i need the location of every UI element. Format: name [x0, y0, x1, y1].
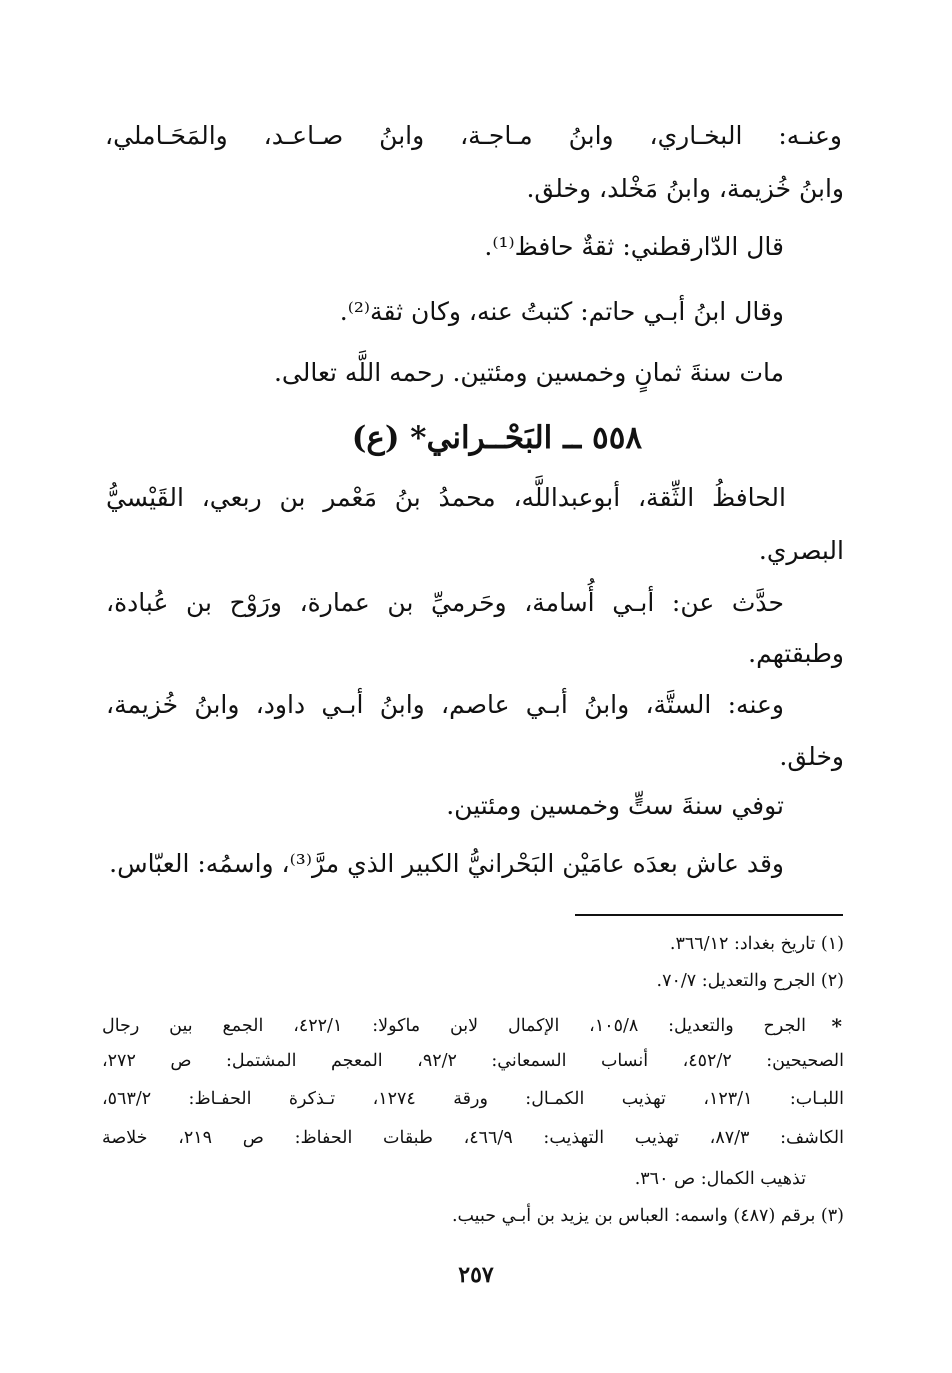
sources-line-1: الجرح والتعديل: ١٠٥/٨، الإكمال لابن ماكولا: ٤٢٢/١، الجمع بين رجال [102, 1016, 806, 1036]
daraqutni-quote: قال الدّارقطني: ثقةٌ حافظ⁽¹⁾. [484, 232, 784, 261]
death-statement: مات سنةَ ثمانٍ وخمسين ومئتين. رحمه اللَّه تعالى. [273, 358, 784, 387]
teachers-paragraph-line-1: حدَّث عن: أبـي أُسامة، وحَرميِّ بن عمارة، ورَوْح بن عُبادة، [106, 588, 784, 617]
page-number: ٢٥٧ [458, 1262, 494, 1288]
entry-heading: ٥٥٨ ــ البَحْــراني* (ع) [351, 420, 642, 456]
footnote-separator [575, 914, 843, 916]
footnote-2: (٢) الجرح والتعديل: ٧٠/٧. [656, 971, 844, 991]
footnote-3: (٣) برقم (٤٨٧) واسمه: العباس بن يزيد بن أبـي حبيب. [451, 1206, 844, 1226]
death-statement-2: توفي سنةَ ستٍّ وخمسين ومئتين. [446, 791, 784, 820]
sources-line-2: الصحيحين: ٤٥٢/٢، أنساب السمعاني: ٩٢/٢، المعجم المشتمل: ص ٢٧٢، [102, 1051, 844, 1071]
teachers-paragraph-line-2: وطبقتهم. [748, 639, 844, 668]
name-paragraph-line-1: الحافظُ الثِّقة، أبوعبداللَّه، محمدُ بنُ مَعْمر بن ربعي، القَيْسيُّ [106, 483, 786, 512]
students-paragraph-line-1: وعنـه: البخـاري، وابنُ مـاجـة، وابنُ صـاعـد، والمَحَـاملي، [105, 121, 842, 150]
name-paragraph-line-2: البصري. [758, 536, 844, 565]
abi-hatim-quote: وقال ابنُ أبـي حاتم: كتبتُ عنه، وكان ثقة⁽²⁾. [339, 297, 784, 326]
students-paragraph-line-2: وابنُ خُزيمة، وابنُ مَخْلد، وخلق. [526, 174, 844, 203]
note-paragraph: وقد عاش بعدَه عامَيْن البَحْرانيُّ الكبير الذي مرَّ⁽³⁾، واسمُه: العبّاس. [109, 849, 784, 878]
sources-line-5: تذهيب الكمال: ص ٣٦٠. [634, 1169, 806, 1189]
students2-paragraph-line-1: وعنه: الستَّة، وابنُ أبـي عاصم، وابنُ أبـي داود، وابنُ خُزيمة، [106, 690, 784, 719]
sources-line-4: الكاشف: ٨٧/٣، تهذيب التهذيب: ٤٦٦/٩، طبقات الحفاظ: ص ٢١٩، خلاصة [102, 1128, 844, 1148]
students2-paragraph-line-2: وخلق. [779, 742, 844, 771]
sources-marker: * [831, 1014, 842, 1038]
footnote-1: (١) تاريخ بغداد: ٣٦٦/١٢. [669, 934, 844, 954]
sources-line-3: اللبـاب: ١٢٣/١، تهذيب الكمـال: ورقة ١٢٧٤، تـذكرة الحفـاظ: ٥٦٣/٢، [102, 1089, 844, 1109]
